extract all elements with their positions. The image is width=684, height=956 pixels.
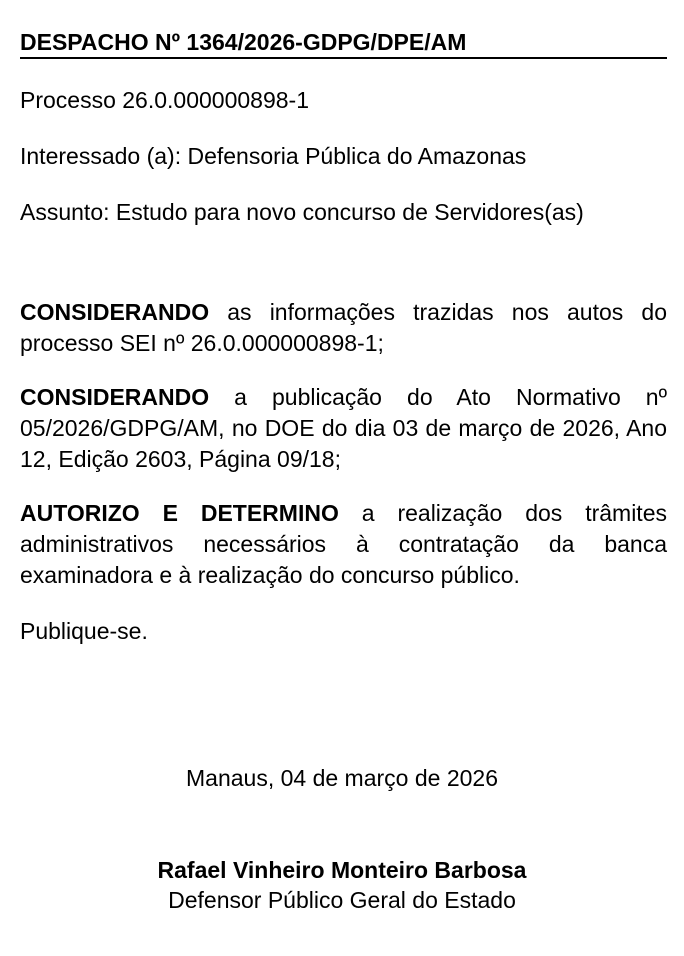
paragraph-lead: CONSIDERANDO xyxy=(20,299,210,325)
paragraph-lead: AUTORIZO E DETERMINO xyxy=(20,500,339,526)
closing-text: Publique-se. xyxy=(20,618,148,644)
subject: Assunto: Estudo para novo concurso de Servidores(as) xyxy=(20,199,584,225)
document-title: DESPACHO Nº 1364/2026-GDPG/DPE/AM xyxy=(20,28,667,59)
place-date: Manaus, 04 de março de 2026 xyxy=(186,765,498,791)
signatory-name: Rafael Vinheiro Monteiro Barbosa xyxy=(157,857,527,883)
paragraph-text: as informações trazidas nos autos do processo SEI nº 26.0.000000898-1; xyxy=(20,299,667,356)
paragraph-text: a realização dos trâmites administrativos necessários à contratação da banca examinadora e à realização do concurso público. xyxy=(20,500,667,588)
paragraph-text: a publicação do Ato Normativo nº 05/2026/GDPG/AM, no DOE do dia 03 de março de 2026, Ano 12, Edição 2603, Página 09/18; xyxy=(20,384,667,472)
signatory-role: Defensor Público Geral do Estado xyxy=(168,887,516,913)
considering-paragraph-1 xyxy=(20,297,667,359)
authorize-paragraph xyxy=(20,498,667,591)
considering-paragraph-2 xyxy=(20,382,667,475)
process-number: Processo 26.0.000000898-1 xyxy=(20,87,309,113)
paragraph-lead: CONSIDERANDO xyxy=(20,384,210,410)
interested-party: Interessado (a): Defensoria Pública do Amazonas xyxy=(20,143,527,169)
